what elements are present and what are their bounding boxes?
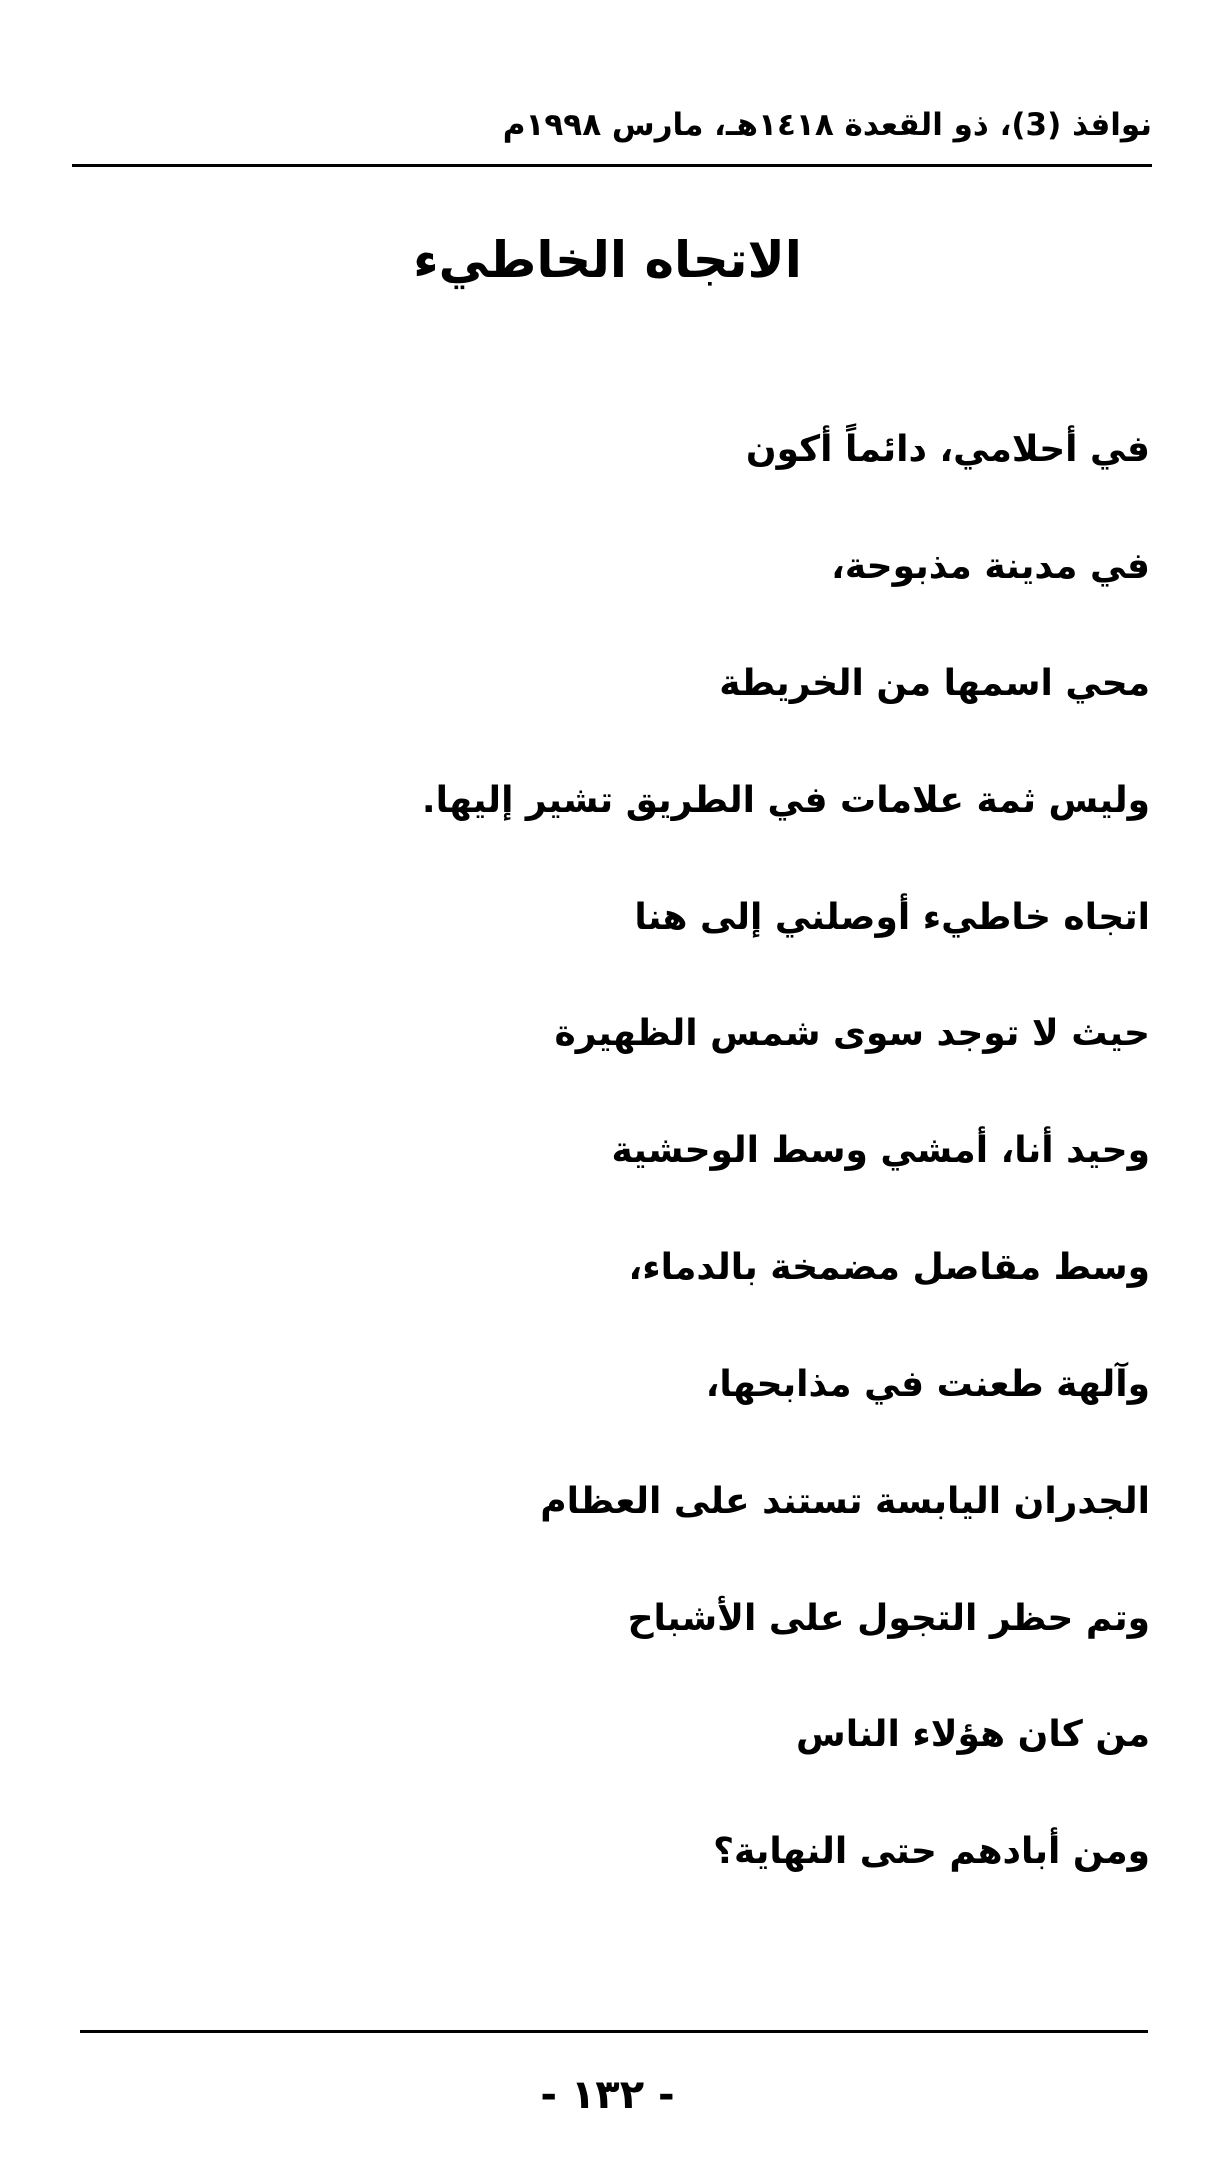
poem-line: في أحلامي، دائماً أكون bbox=[745, 429, 1150, 470]
poem-line: وليس ثمة علامات في الطريق تشير إليها. bbox=[421, 780, 1150, 821]
poem-line: وحيد أنا، أمشي وسط الوحشية bbox=[611, 1130, 1150, 1171]
header-rule bbox=[72, 164, 1152, 167]
stanza-1 bbox=[150, 420, 1150, 948]
poem-line: من كان هؤلاء الناس bbox=[796, 1714, 1150, 1755]
page-number: - ١٣٢ - bbox=[540, 2072, 675, 2118]
poem-line: ومن أبادهم حتى النهاية؟ bbox=[713, 1831, 1150, 1872]
stanza-3 bbox=[150, 1705, 1150, 1882]
poem-title: الاتجاه الخاطيء bbox=[413, 231, 802, 289]
poem-line: اتجاه خاطيء أوصلني إلى هنا bbox=[634, 897, 1150, 938]
poem-line: وتم حظر التجول على الأشباح bbox=[627, 1598, 1150, 1639]
running-header: نوافذ (3)، ذو القعدة ١٤١٨هـ، مارس ١٩٩٨م bbox=[502, 107, 1152, 143]
poem-line: حيث لا توجد سوى شمس الظهيرة bbox=[554, 1013, 1150, 1054]
stanza-2 bbox=[150, 1004, 1150, 1649]
footer-rule bbox=[80, 2030, 1148, 2033]
poem-line: وآلهة طعنت في مذابحها، bbox=[705, 1364, 1150, 1405]
poem-line: محي اسمها من الخريطة bbox=[719, 663, 1150, 704]
poem-line: وسط مقاصل مضمخة بالدماء، bbox=[628, 1247, 1150, 1288]
poem-line: في مدينة مذبوحة، bbox=[831, 546, 1150, 587]
poem-body bbox=[150, 420, 1150, 1882]
poem-line: الجدران اليابسة تستند على العظام bbox=[540, 1481, 1150, 1522]
